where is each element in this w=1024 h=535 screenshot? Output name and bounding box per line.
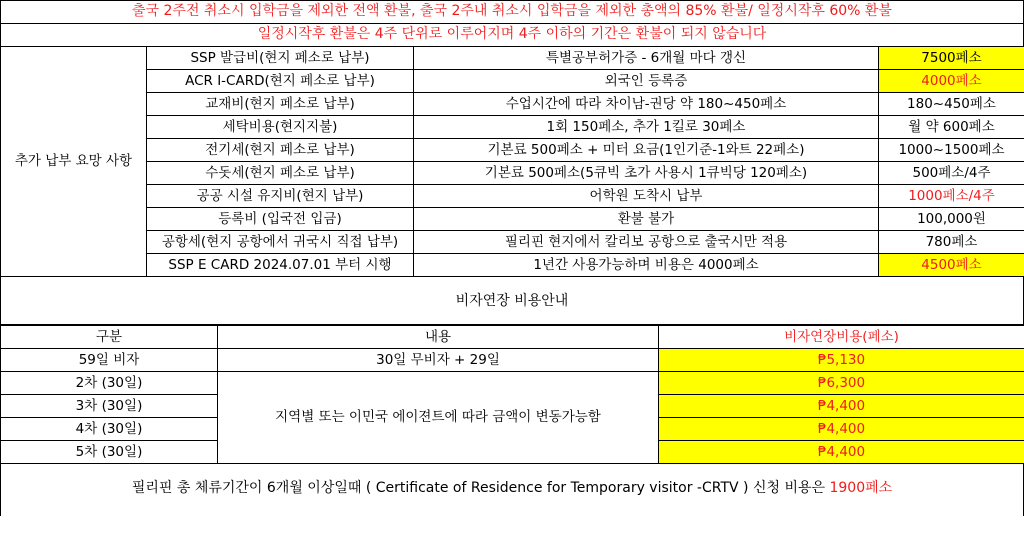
fee-description: 환불 불가 xyxy=(414,208,879,231)
visa-type: 59일 비자 xyxy=(1,349,218,372)
fee-price: 4000페소 xyxy=(879,70,1024,93)
fee-price: 4500페소 xyxy=(879,254,1024,277)
fee-row xyxy=(1,139,1024,162)
additional-fees-table xyxy=(0,47,1024,277)
fee-row xyxy=(1,93,1024,116)
fee-row xyxy=(1,208,1024,231)
visa-type: 3차 (30일) xyxy=(1,395,218,418)
fee-row xyxy=(1,162,1024,185)
visa-cost: ₱5,130 xyxy=(659,349,1024,372)
fee-item: 등록비 (입국전 입금) xyxy=(147,208,414,231)
fee-price: 1000페소/4주 xyxy=(879,185,1024,208)
fee-price: 500페소/4주 xyxy=(879,162,1024,185)
visa-header-cost: 비자연장비용(페소) xyxy=(659,326,1024,349)
fee-description: 기본료 500페소 + 미터 요금(1인기준-1와트 22페소) xyxy=(414,139,879,162)
crtv-notice-text: 필리핀 총 체류기간이 6개월 이상일때 ( Certificate of Residence for Temporary visitor -CRTV ) 신청 비용은 xyxy=(131,480,826,496)
refund-notice-table xyxy=(0,0,1024,47)
fee-price: 100,000원 xyxy=(879,208,1024,231)
visa-type: 2차 (30일) xyxy=(1,372,218,395)
fee-description: 어학원 도착시 납부 xyxy=(414,185,879,208)
visa-type: 5차 (30일) xyxy=(1,441,218,464)
fee-item: 공항세(현지 공항에서 귀국시 직접 납부) xyxy=(147,231,414,254)
fee-item: 공공 시설 유지비(현지 납부) xyxy=(147,185,414,208)
fee-description: 외국인 등록증 xyxy=(414,70,879,93)
fee-description: 수업시간에 따라 차이남-권당 약 180~450페소 xyxy=(414,93,879,116)
visa-header-row xyxy=(1,326,1024,349)
fee-row xyxy=(1,47,1024,70)
fee-row xyxy=(1,116,1024,139)
visa-content-shared: 지역별 또는 이민국 에이젼트에 따라 금액이 변동가능함 xyxy=(218,372,659,464)
visa-header-content: 내용 xyxy=(218,326,659,349)
visa-cost: ₱6,300 xyxy=(659,372,1024,395)
fee-price: 월 약 600페소 xyxy=(879,116,1024,139)
fee-price: 1000~1500페소 xyxy=(879,139,1024,162)
fee-description: 기본료 500페소(5큐빅 초가 사용시 1큐빅당 120페소) xyxy=(414,162,879,185)
visa-row xyxy=(1,349,1024,372)
visa-row xyxy=(1,372,1024,395)
fee-item: 수돗세(현지 페소로 납부) xyxy=(147,162,414,185)
visa-section-title: 비자연장 비용안내 xyxy=(0,277,1024,325)
fee-row xyxy=(1,70,1024,93)
fee-item: ACR I-CARD(현지 페소로 납부) xyxy=(147,70,414,93)
fee-item: 교재비(현지 페소로 납부) xyxy=(147,93,414,116)
fee-row xyxy=(1,254,1024,277)
fee-price: 180~450페소 xyxy=(879,93,1024,116)
refund-notice-line-2: 일정시작후 환불은 4주 단위로 이루어지며 4주 이하의 기간은 환불이 되지 않습니다 xyxy=(1,24,1024,47)
fee-description: 필리핀 현지에서 칼리보 공항으로 출국시만 적용 xyxy=(414,231,879,254)
visa-cost: ₱4,400 xyxy=(659,395,1024,418)
fee-description: 1회 150페소, 추가 1킬로 30페소 xyxy=(414,116,879,139)
fee-item: SSP E CARD 2024.07.01 부터 시행 xyxy=(147,254,414,277)
visa-cost: ₱4,400 xyxy=(659,441,1024,464)
visa-header-type: 구분 xyxy=(1,326,218,349)
visa-extension-table xyxy=(0,325,1024,464)
fee-description: 1년간 사용가능하며 비용은 4000페소 xyxy=(414,254,879,277)
fee-item: 전기세(현지 페소로 납부) xyxy=(147,139,414,162)
fee-price: 7500페소 xyxy=(879,47,1024,70)
fee-row xyxy=(1,185,1024,208)
crtv-notice xyxy=(0,464,1024,516)
fee-price: 780페소 xyxy=(879,231,1024,254)
fee-description: 특별공부허가증 - 6개월 마다 갱신 xyxy=(414,47,879,70)
fee-row xyxy=(1,231,1024,254)
refund-notice-line-1: 출국 2주전 취소시 입학금을 제외한 전액 환불, 출국 2주내 취소시 입학금을 제외한 총액의 85% 환불/ 일정시작후 60% 환불 xyxy=(1,1,1024,24)
visa-type: 4차 (30일) xyxy=(1,418,218,441)
visa-content-first: 30일 무비자 + 29일 xyxy=(218,349,659,372)
crtv-notice-price: 1900페소 xyxy=(829,480,893,496)
fee-item: 세탁비용(현지지불) xyxy=(147,116,414,139)
fee-category-label: 추가 납부 요망 사항 xyxy=(1,47,147,277)
fee-item: SSP 발급비(현지 페소로 납부) xyxy=(147,47,414,70)
visa-cost: ₱4,400 xyxy=(659,418,1024,441)
